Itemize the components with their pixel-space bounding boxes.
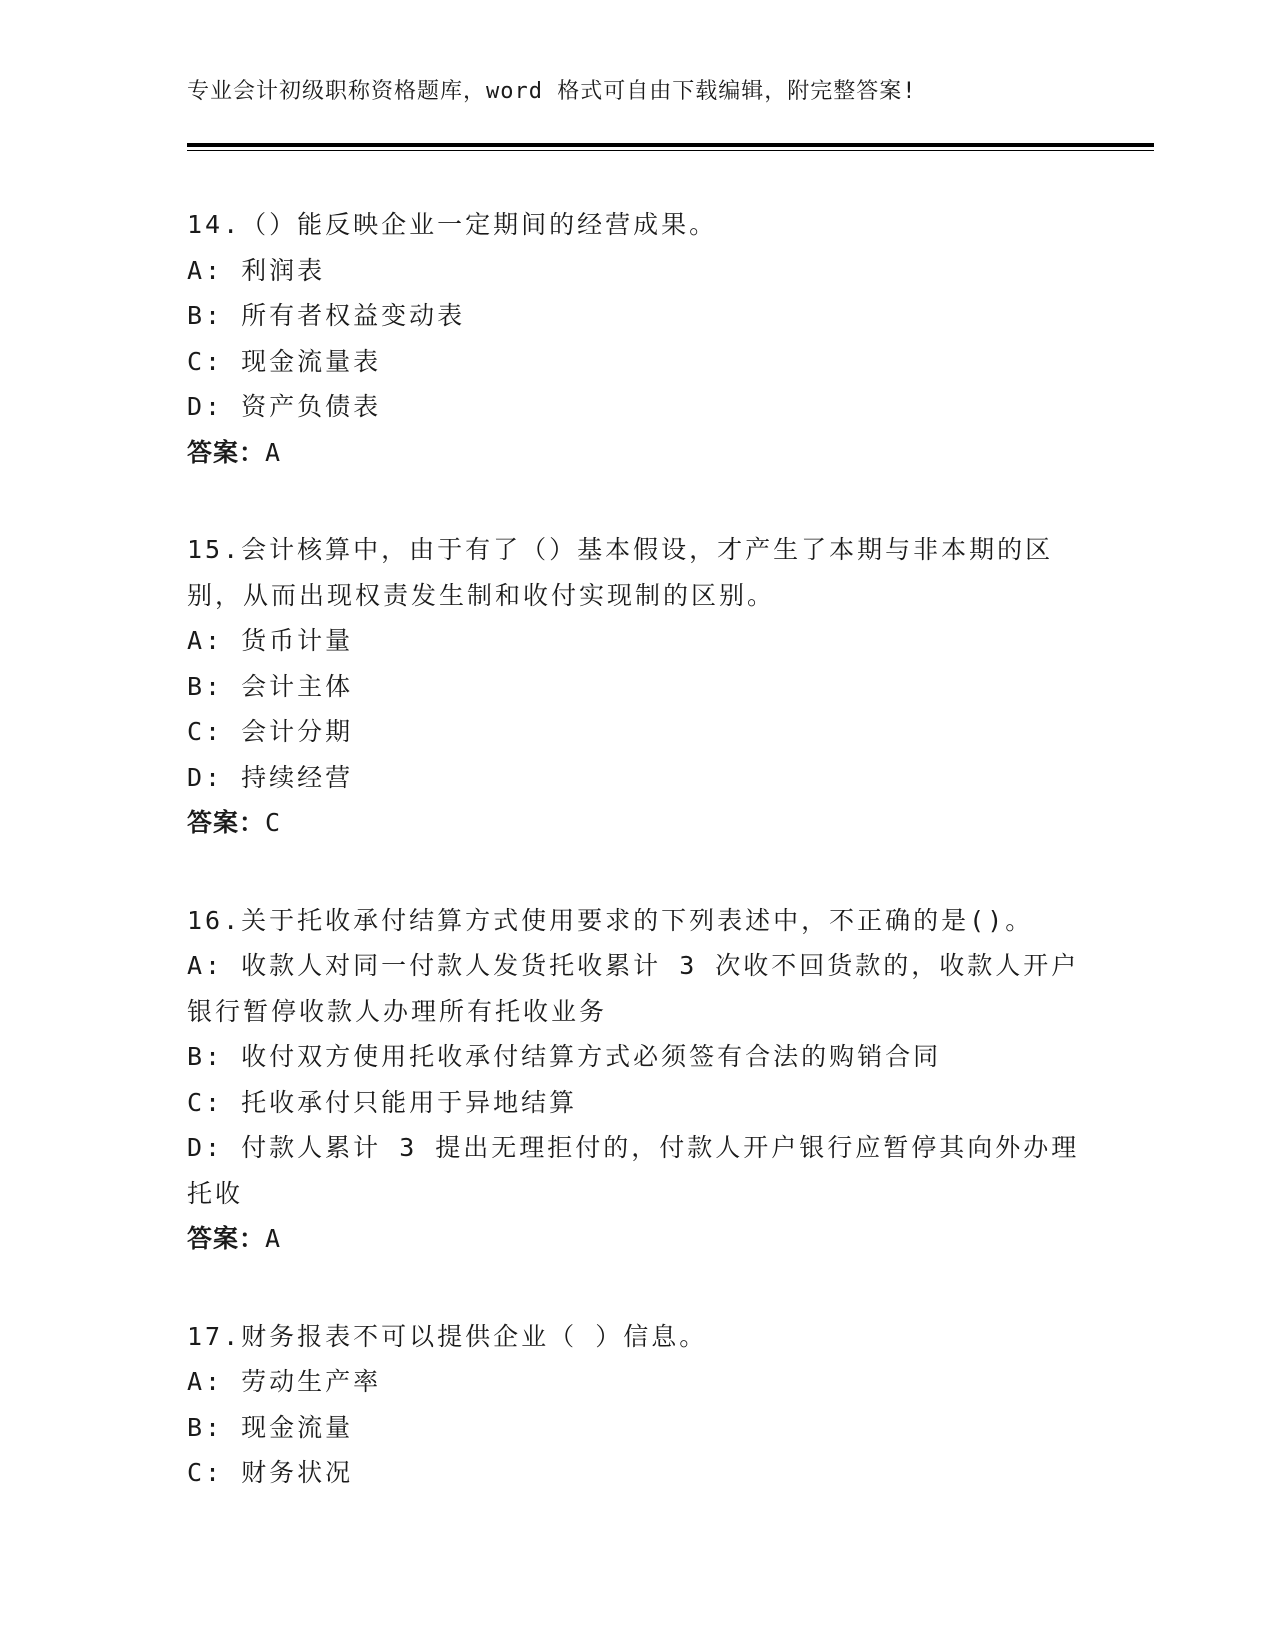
- answer-value: C: [265, 808, 282, 837]
- option-line: B: 会计主体: [187, 671, 354, 701]
- answer-line: [187, 430, 1087, 476]
- document-header: 专业会计初级职称资格题库，word 格式可自由下载编辑，附完整答案!: [187, 79, 917, 104]
- option-line: D: 资产负债表: [187, 392, 382, 421]
- answer-label: 答案：: [187, 437, 266, 467]
- header-rule-thick: [187, 143, 1154, 147]
- question-stem: 14.（）能反映企业一定期间的经营成果。: [187, 210, 718, 239]
- option-line: 托收: [187, 1178, 244, 1208]
- question-block: [187, 898, 1087, 1262]
- option-line: A: 货币计量: [187, 626, 354, 655]
- option-line: 银行暂停收款人办理所有托收业务: [187, 996, 608, 1026]
- question-stem: 16.关于托收承付结算方式使用要求的下列表述中，不正确的是()。: [187, 905, 1034, 935]
- option-line: C: 托收承付只能用于异地结算: [187, 1087, 578, 1117]
- answer-line: [187, 800, 1087, 846]
- option-line: C: 现金流量表: [187, 346, 382, 376]
- question-block: [187, 202, 1087, 475]
- answer-line: [187, 1216, 1087, 1262]
- question-block: [187, 1314, 1087, 1496]
- question-list: [187, 202, 1087, 1548]
- option-line: C: 财务状况: [187, 1458, 354, 1487]
- option-line: A: 劳动生产率: [187, 1367, 382, 1396]
- option-line: D: 持续经营: [187, 762, 354, 792]
- answer-value: A: [265, 437, 282, 467]
- option-line: A: 利润表: [187, 255, 326, 285]
- option-line: D: 付款人累计 3 提出无理拒付的，付款人开户银行应暂停其向外办理: [187, 1133, 1080, 1162]
- option-line: C: 会计分期: [187, 717, 354, 746]
- question-block: [187, 527, 1087, 846]
- option-line: B: 所有者权益变动表: [187, 301, 466, 330]
- question-stem: 别，从而出现权责发生制和收付实现制的区别。: [187, 580, 776, 610]
- question-stem: 15.会计核算中，由于有了（）基本假设，才产生了本期与非本期的区: [187, 535, 1054, 564]
- option-line: A: 收款人对同一付款人发货托收累计 3 次收不回货款的，收款人开户: [187, 951, 1080, 980]
- question-stem: 17.财务报表不可以提供企业（ ）信息。: [187, 1321, 708, 1351]
- option-line: B: 现金流量: [187, 1412, 354, 1442]
- answer-label: 答案：: [187, 808, 266, 837]
- answer-value: A: [265, 1224, 282, 1253]
- answer-label: 答案：: [187, 1224, 266, 1253]
- header-rule-thin: [187, 150, 1154, 151]
- option-line: B: 收付双方使用托收承付结算方式必须签有合法的购销合同: [187, 1042, 942, 1071]
